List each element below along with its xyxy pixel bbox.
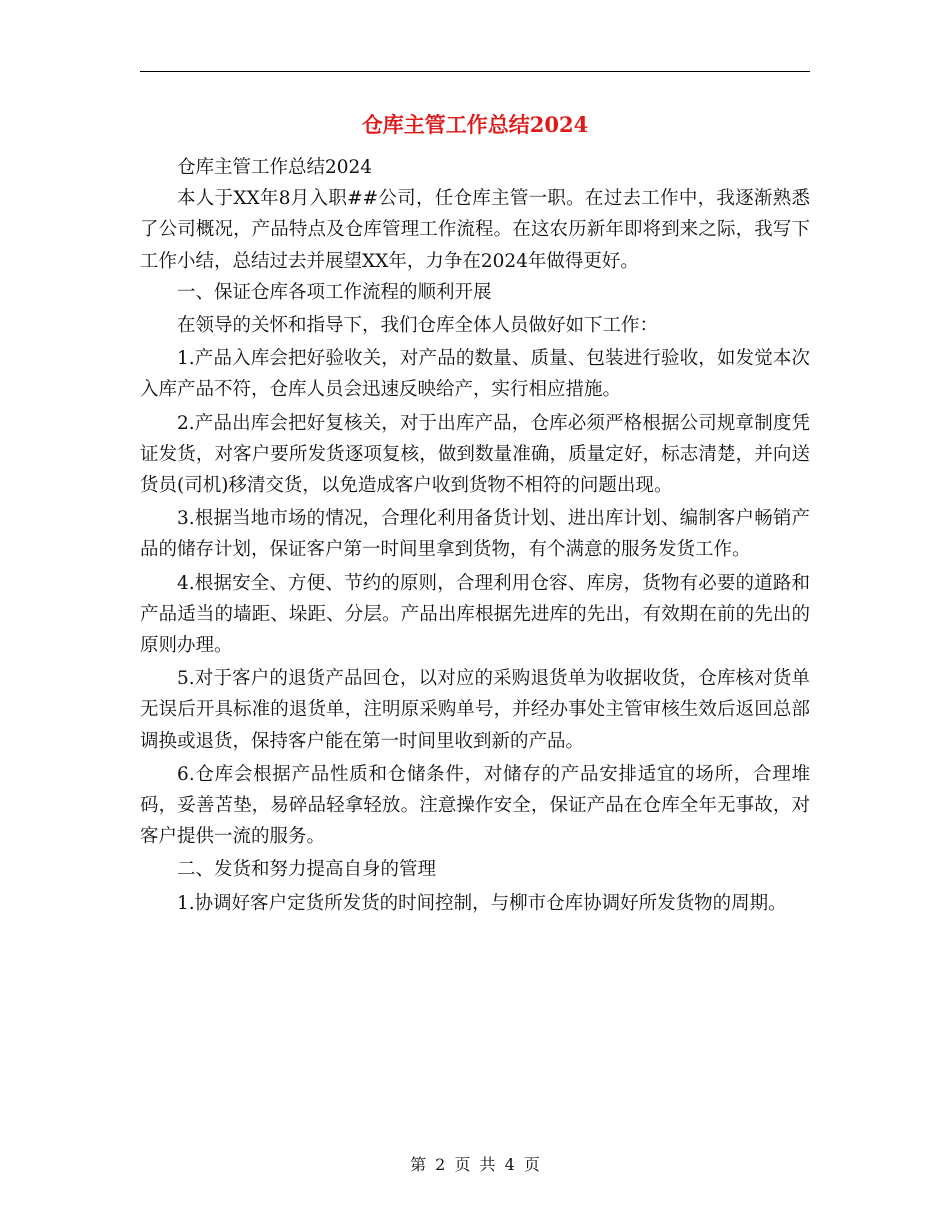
- paragraph-intro: 本人于XX年8月入职##公司，任仓库主管一职。在过去工作中，我逐渐熟悉了公司概况，产品特点及仓库管理工作流程。在这农历新年即将到来之际，我写下工作小结，总结过去并展望XX年，力争在2024年做得更好。: [140, 188, 810, 272]
- section-heading-2: 二、发货和努力提高自身的管理: [177, 859, 437, 881]
- header-rule: [140, 71, 810, 72]
- list-item-2: 2.产品出库会把好复核关，对于出库产品，仓库必须严格根据公司规章制度凭证发货，对客户要所发货逐项复核，做到数量准确，质量定好，标志清楚，并向送货员(司机)移清交货，以免造成客户收到货物不相符的问题出现。: [140, 412, 810, 497]
- list-item-5: 5.对于客户的退货产品回仓，以对应的采购退货单为收据收货，仓库核对货单无误后开具标准的退货单，注明原采购单号，并经办事处主管审核生效后返回总部调换或退货，保持客户能在第一时间里收到新的产品。: [140, 668, 810, 752]
- paragraph-subtitle: 仓库主管工作总结2024: [177, 157, 373, 178]
- page-number: 第 2 页 共 4 页: [410, 1155, 540, 1174]
- list-item-3: 3.根据当地市场的情况，合理化利用备货计划、进出库计划、编制客户畅销产品的储存计划，保证客户第一时间里拿到货物，有个满意的服务发货工作。: [140, 508, 810, 561]
- list-item-6: 6.仓库会根据产品性质和仓储条件，对储存的产品安排适宜的场所，合理堆码，妥善苫垫，易碎品轻拿轻放。注意操作安全，保证产品在仓库全年无事故，对客户提供一流的服务。: [140, 763, 810, 848]
- list-item-1: 1.产品入库会把好验收关，对产品的数量、质量、包装进行验收，如发觉本次入库产品不符，仓库人员会迅速反映给产，实行相应措施。: [140, 348, 810, 401]
- document-title: 仓库主管工作总结2024: [361, 112, 589, 137]
- section-heading-1: 一、保证仓库各项工作流程的顺利开展: [177, 281, 492, 303]
- paragraph-lead: 在领导的关怀和指导下，我们仓库全体人员做好如下工作：: [177, 315, 659, 337]
- list-item-7: 1.协调好客户定货所发货的时间控制，与柳市仓库协调好所发货物的周期。: [177, 892, 787, 914]
- list-item-4: 4.根据安全、方便、节约的原则，合理利用仓容、库房，货物有必要的道路和产品适当的墙距、垛距、分层。产品出库根据先进库的先出，有效期在前的先出的原则办理。: [140, 572, 810, 657]
- document-body: [140, 152, 810, 919]
